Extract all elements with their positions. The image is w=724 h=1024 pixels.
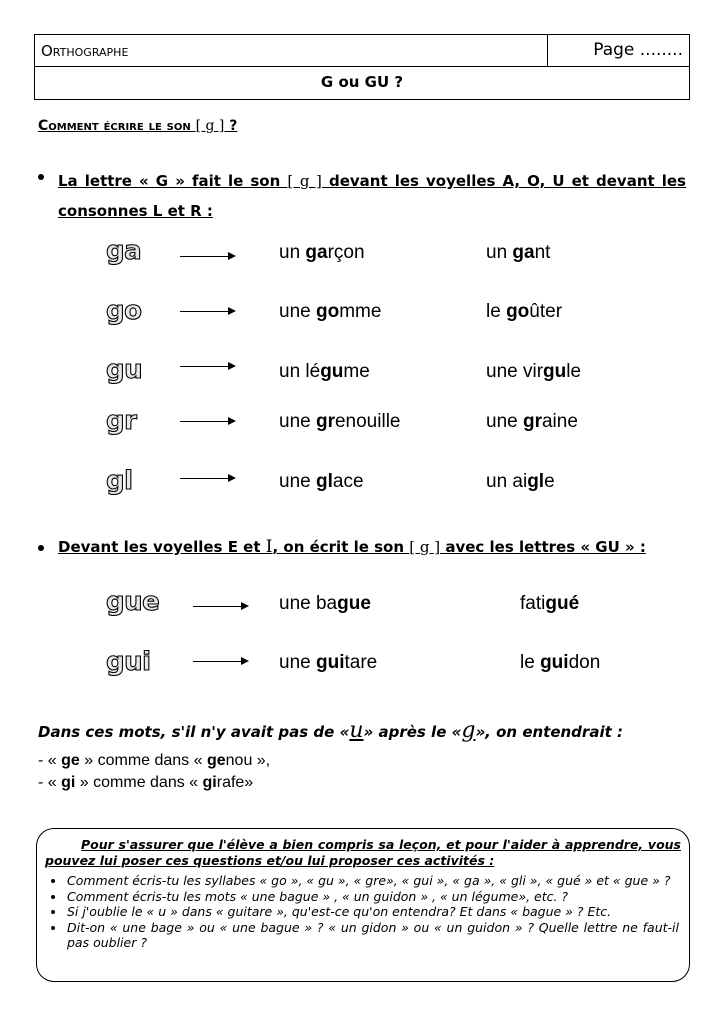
- ex-text: rafe»: [216, 774, 254, 791]
- ex-text: - «: [38, 774, 62, 791]
- word-highlight: gr: [522, 411, 542, 432]
- word-part: ûter: [529, 301, 563, 322]
- word-part: nt: [534, 242, 551, 263]
- rule-2: [58, 537, 646, 557]
- tips-item: Si j'oublie le « u » dans « guitare », qu'est-ce qu'on entendra? Et dans « bague » ? Etc.: [67, 904, 679, 920]
- rule-2-part-a: Devant les voyelles E et: [58, 538, 266, 556]
- word-part: un: [486, 242, 513, 263]
- word-part: le: [520, 652, 541, 673]
- note-cursive-u: u: [349, 718, 364, 743]
- rule-1-part-a: La lettre « G » fait le son: [58, 172, 288, 190]
- word-highlight: gl: [527, 471, 545, 492]
- word-part: enouille: [334, 411, 401, 432]
- example-ge: [38, 752, 270, 770]
- right-arrow-icon: [180, 256, 234, 257]
- rule-2-part-b: , on écrit le son: [272, 538, 410, 556]
- word-highlight: gu: [543, 361, 567, 382]
- right-arrow-icon: [180, 311, 234, 312]
- lesson-title: G ou GU ?: [320, 73, 404, 91]
- example-word: [279, 242, 365, 264]
- word-highlight: go: [506, 301, 530, 322]
- word-part: tare: [344, 652, 378, 673]
- rule-2-part-c: avec les lettres « GU » :: [440, 538, 646, 556]
- word-highlight: gl: [315, 471, 333, 492]
- word-part: me: [343, 361, 370, 382]
- word-highlight: gu: [320, 361, 344, 382]
- word-part: une vir: [486, 361, 544, 382]
- word-part: ace: [332, 471, 364, 492]
- syllable-4: gl: [106, 466, 133, 496]
- word-highlight: gr: [315, 411, 335, 432]
- header-divider: [547, 35, 548, 67]
- subject-label: Orthographe: [41, 42, 129, 60]
- rule-2-letter-i: I: [265, 537, 273, 557]
- bullet-icon: [38, 545, 44, 551]
- section-title-text: Comment écrire le son: [38, 118, 191, 134]
- example-word: [279, 652, 377, 674]
- ex-text: - «: [38, 752, 62, 769]
- word-highlight: go: [315, 301, 340, 322]
- right-arrow-icon: [180, 421, 234, 422]
- tips-list: [67, 873, 679, 951]
- ex-text: nou »,: [225, 752, 271, 769]
- section-title: [38, 118, 237, 134]
- syllable-0: gue: [106, 587, 160, 617]
- example-word: [279, 471, 364, 493]
- word-part: fati: [520, 593, 546, 614]
- ex-text: » comme dans «: [79, 752, 207, 769]
- rule-2-ipa: [ g ]: [409, 538, 441, 556]
- word-part: une: [279, 411, 316, 432]
- note-part-a: Dans ces mots, s'il n'y avait pas de «: [38, 723, 350, 741]
- word-part: un ai: [486, 471, 528, 492]
- syllable-1: gui: [106, 647, 151, 677]
- word-highlight: gui: [315, 652, 345, 673]
- ex-bold: ge: [61, 752, 80, 769]
- right-arrow-icon: [193, 661, 247, 662]
- header-top-row: [35, 35, 689, 67]
- tips-item: Comment écris-tu les syllabes « go », « gu », « gre», « gui », « ga », « gli », « gué » et « gue » ?: [67, 873, 679, 889]
- example-word: [279, 411, 400, 433]
- right-arrow-icon: [180, 478, 234, 479]
- word-part: le: [486, 301, 507, 322]
- example-word: [279, 301, 381, 323]
- example-word: [520, 652, 600, 674]
- word-part: une: [279, 471, 316, 492]
- word-highlight: ga: [512, 242, 535, 263]
- note-sentence: [38, 718, 623, 743]
- word-part: don: [568, 652, 601, 673]
- section-title-ipa: [ g ]: [195, 118, 225, 134]
- example-word: [279, 593, 371, 615]
- word-highlight: gué: [545, 593, 580, 614]
- tips-item: Comment écris-tu les mots « une bague » , « un guidon » , « un légume», etc. ?: [67, 889, 679, 905]
- syllable-3: gr: [106, 406, 137, 436]
- syllable-1: go: [106, 296, 142, 326]
- syllable-2: gu: [106, 355, 143, 385]
- note-part-c: », on entendrait :: [475, 723, 623, 741]
- rule-1: [58, 166, 686, 226]
- example-word: [486, 411, 578, 433]
- word-highlight: ga: [305, 242, 328, 263]
- teacher-tips-box: [36, 828, 690, 982]
- note-part-b: » après le «: [363, 723, 462, 741]
- word-part: une ba: [279, 593, 338, 614]
- word-highlight: gui: [540, 652, 569, 673]
- example-word: [486, 471, 555, 493]
- note-cursive-g: g: [461, 718, 476, 743]
- word-part: e: [544, 471, 555, 492]
- word-part: une: [486, 411, 523, 432]
- word-part: une: [279, 301, 316, 322]
- rule-1-part-b: devant les voyelles A, O, U et devant les consonnes L et R :: [58, 172, 686, 220]
- syllable-0: ga: [106, 236, 142, 266]
- section-title-q: ?: [224, 118, 238, 134]
- example-word: [520, 593, 579, 615]
- word-part: aine: [541, 411, 578, 432]
- example-word: [486, 301, 562, 323]
- example-word: [486, 242, 550, 264]
- ex-bold: gi: [61, 774, 76, 791]
- word-part: une: [279, 652, 316, 673]
- right-arrow-icon: [193, 606, 247, 607]
- word-part: un: [279, 242, 306, 263]
- word-part: mme: [339, 301, 382, 322]
- header-box: [34, 34, 690, 100]
- right-arrow-icon: [180, 366, 234, 367]
- bullet-icon: [38, 174, 44, 180]
- word-part: un lé: [279, 361, 321, 382]
- rule-1-ipa: [ g ]: [287, 172, 322, 190]
- ex-bold: gi: [202, 774, 217, 791]
- page-label: Page ........: [593, 40, 683, 60]
- tips-item: Dit-on « une bage » ou « une bague » ? « un gidon » ou « un guidon » ? Quelle lettre ne faut-il pas oublier ?: [67, 919, 679, 950]
- word-highlight: gue: [337, 593, 371, 614]
- example-word: [486, 361, 581, 383]
- ex-text: » comme dans «: [75, 774, 203, 791]
- word-part: rçon: [327, 242, 365, 263]
- ex-bold: ge: [206, 752, 226, 769]
- word-part: le: [566, 361, 582, 382]
- tips-intro: Pour s'assurer que l'élève a bien compris sa leçon, et pour l'aider à apprendre, vous pouvez lui poser ces questions et/ou lui proposer ces activités :: [45, 837, 681, 868]
- example-word: [279, 361, 370, 383]
- example-gi: [38, 774, 253, 792]
